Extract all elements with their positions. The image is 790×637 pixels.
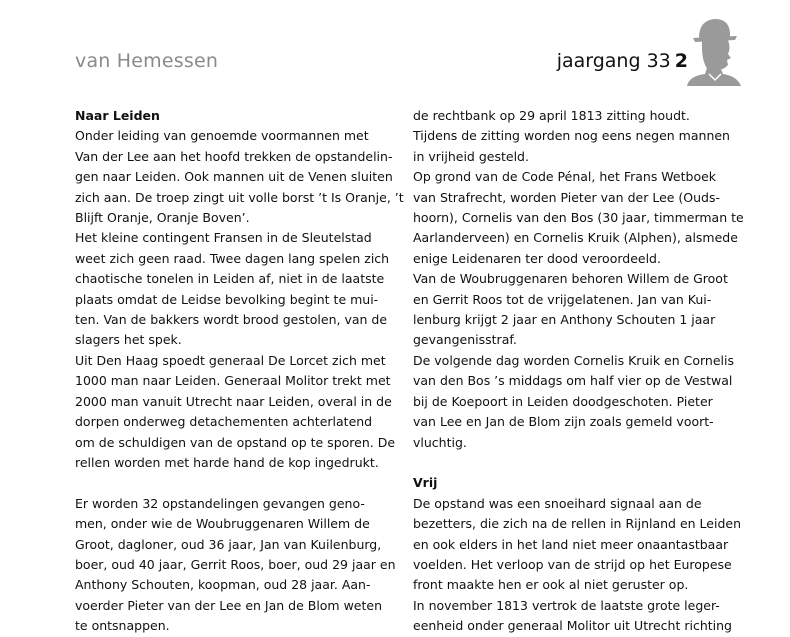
text-line: Onder leiding van genoemde voormannen met [75,128,369,144]
text-line: front maakte hen er ook al niet geruster op. [413,577,689,593]
text-line: in vrijheid gesteld. [413,148,529,164]
text-line: en ook elders in het land niet meer onaantastbaar [413,536,729,552]
text-line: Van der Lee aan het hoofd trekken de opstandelin- [75,148,393,164]
text-line: enige Leidenaren ter dood veroordeeld. [413,250,661,266]
text-line: en Gerrit Roos tot de vrijgelatenen. Jan van Kui- [413,291,712,307]
silhouette-man-with-hat-icon [685,14,743,86]
text-line: slagers het spek. [75,332,182,348]
text-line: voerder Pieter van der Lee en Jan de Blom weten [75,597,383,613]
text-line: de rechtbank op 29 april 1813 zitting houdt. [413,108,690,123]
left-column [75,106,404,637]
text-line: te ontsnappen. [75,618,170,634]
text-line: om de schuldigen van de opstand op te sporen. De [75,434,396,450]
text-line: Aarlanderveen) en Cornelis Kruik (Alphen), alsmede [413,230,738,246]
text-line: Er worden 32 opstandelingen gevangen geno- [75,495,365,511]
text-line: vluchtig. [413,434,467,450]
text-line: De volgende dag worden Cornelis Kruik en Cornelis [413,352,735,368]
text-line: weet zich geen raad. Twee dagen lang spelen zich [75,250,390,266]
text-line: van Strafrecht, worden Pieter van der Lee (Ouds- [413,189,721,205]
text-line: rellen worden met harde hand de kop ingedrukt. [75,454,379,470]
text-line: voelden. Het verloop van de strijd op het Europese [413,556,732,572]
text-line: chaotische tonelen in Leiden af, niet in de laatste [75,271,385,287]
right-paragraph-2 [413,494,742,637]
text-line: 1000 man naar Leiden. Generaal Molitor trekt met [75,373,391,389]
text-line: van den Bos ’s middags om half vier op de Vestwal [413,373,733,389]
right-paragraph [413,106,744,453]
left-paragraph-2 [75,494,396,637]
text-line: Het kleine contingent Fransen in de Sleutelstad [75,230,372,246]
section-title: van Hemessen [75,50,219,72]
left-paragraph [75,126,404,473]
text-line: hoorn), Cornelis van den Bos (30 jaar, timmerman te [413,210,744,226]
text-line: dorpen onderweg detachementen achterlatend [75,414,373,430]
section-heading-vrij: Vrij [413,475,438,491]
issue-label [557,50,688,72]
text-line: gen naar Leiden. Ook mannen uit de Venen sluiten [75,169,393,185]
text-line: bezetters, die zich na de rellen in Rijnland en Leiden [413,516,742,532]
text-line: boer, oud 40 jaar, Gerrit Roos, boer, oud 29 jaar en [75,556,396,572]
text-line: ten. Van de bakkers wordt brood gestolen, van de [75,312,388,328]
page-number: 2 [674,50,688,72]
volume-label: jaargang 33 [556,50,671,72]
section-heading-naar-leiden: Naar Leiden [75,108,160,123]
text-line: Tijdens de zitting worden nog eens negen mannen [413,128,730,144]
text-line: Groot, dagloner, oud 36 jaar, Jan van Kuilenburg, [75,536,382,552]
right-column [413,106,744,637]
text-line: 2000 man vanuit Utrecht naar Leiden, overal in de [75,393,392,409]
text-line: De opstand was een snoeihard signaal aan de [413,495,702,511]
text-line: lenburg krijgt 2 jaar en Anthony Schouten 1 jaar [413,312,716,328]
text-line: men, onder wie de Woubruggenaren Willem de [75,516,370,532]
text-line: gevangenisstraf. [413,332,517,348]
text-line: eenheid onder generaal Molitor uit Utrecht richting [413,618,732,634]
text-line: zich aan. De troep zingt uit volle borst ’t Is Oranje, ’t [75,189,404,205]
text-line: bij de Koepoort in Leiden doodgeschoten. Pieter [413,393,713,409]
text-line: Uit Den Haag spoedt generaal De Lorcet zich met [75,352,386,368]
text-line: Blijft Oranje, Oranje Boven’. [75,210,250,226]
text-line: Van de Woubruggenaren behoren Willem de Groot [413,271,728,287]
text-line: Op grond van de Code Pénal, het Frans Wetboek [413,169,717,185]
text-line: van Lee en Jan de Blom zijn zoals gemeld voort- [413,414,714,430]
text-line: In november 1813 vertrok de laatste grote leger- [413,597,720,613]
text-line: plaats omdat de Leidse bevolking begint te mui- [75,291,379,307]
text-line: Anthony Schouten, koopman, oud 28 jaar. Aan- [75,577,371,593]
